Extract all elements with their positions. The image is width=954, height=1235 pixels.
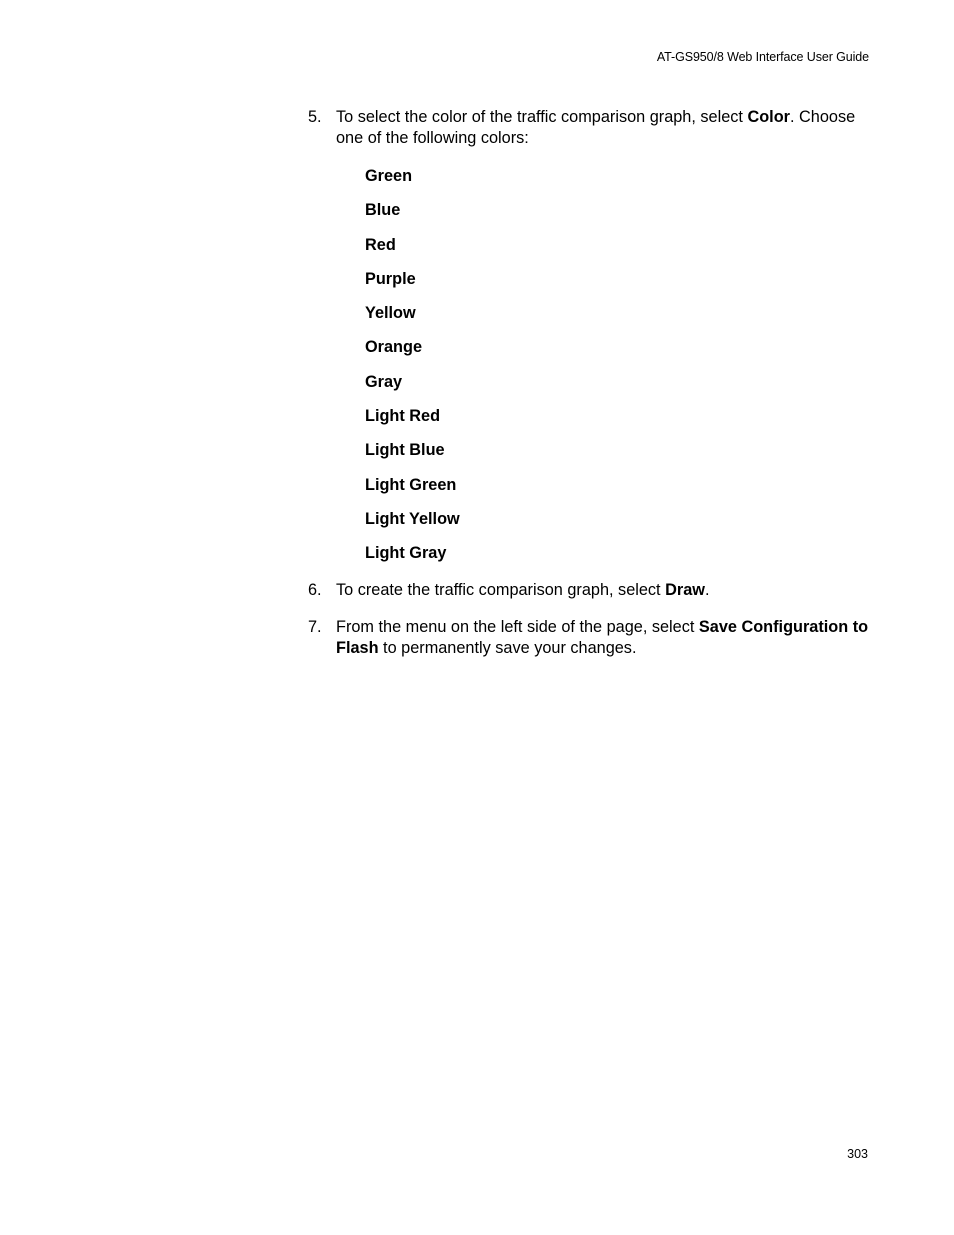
step-text-before: To select the color of the traffic comparison graph, select xyxy=(336,108,748,126)
color-option: Purple xyxy=(365,269,416,288)
step-bold-term: Draw xyxy=(665,581,705,599)
step-bold-term: Save Configuration to Flash xyxy=(336,618,869,657)
page-number: 303 xyxy=(847,1147,868,1161)
step-number: 7. xyxy=(308,618,322,636)
step-number: 6. xyxy=(308,581,322,599)
color-option: Light Red xyxy=(365,407,441,426)
color-option: Blue xyxy=(365,201,401,220)
step-5 xyxy=(308,107,878,148)
color-option: Light Gray xyxy=(365,544,447,563)
color-option: Gray xyxy=(365,372,403,391)
step-number: 5. xyxy=(308,108,322,126)
step-text-after: . Choose one of the following colors: xyxy=(336,108,856,147)
color-option: Red xyxy=(365,235,396,254)
color-option: Light Blue xyxy=(365,441,445,460)
step-7 xyxy=(308,617,878,658)
step-text xyxy=(336,580,878,601)
color-option: Light Yellow xyxy=(365,509,460,528)
color-option: Yellow xyxy=(365,304,416,323)
step-text-before: To create the traffic comparison graph, select xyxy=(336,581,666,599)
running-header: AT-GS950/8 Web Interface User Guide xyxy=(656,50,869,64)
step-6 xyxy=(308,580,878,601)
step-text xyxy=(336,617,878,658)
color-options-list xyxy=(365,166,460,578)
step-text-before: From the menu on the left side of the page, select xyxy=(336,618,699,636)
step-text-after: to permanently save your changes. xyxy=(378,638,637,657)
color-option: Orange xyxy=(365,338,423,357)
step-bold-term: Color xyxy=(747,108,790,126)
color-option: Green xyxy=(365,167,413,185)
step-text-after: . xyxy=(704,581,710,599)
color-option: Light Green xyxy=(365,475,457,494)
step-text xyxy=(336,107,878,148)
